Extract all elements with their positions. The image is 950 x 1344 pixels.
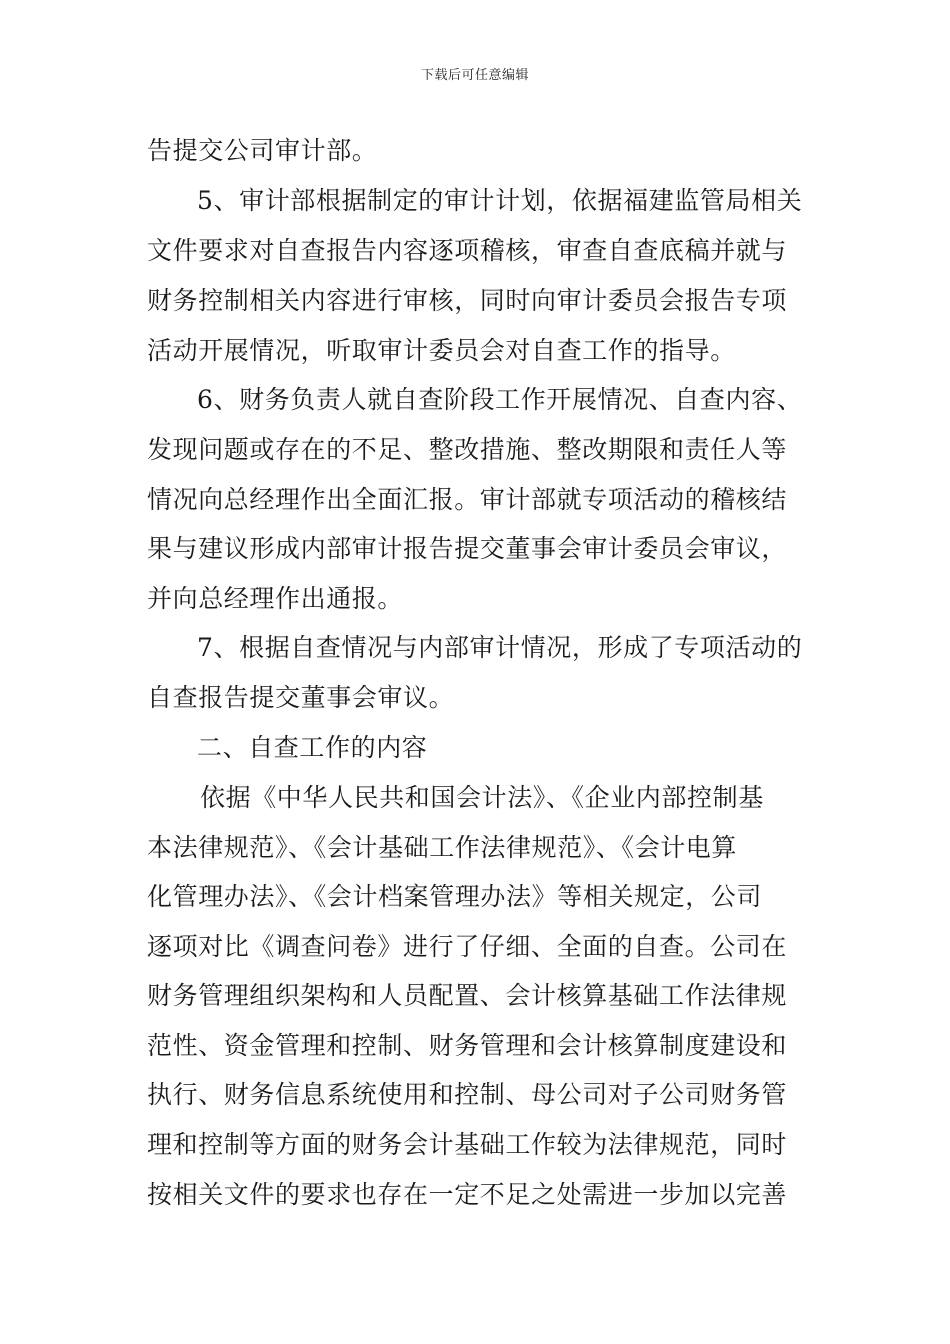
- text-line: 告提交公司审计部。: [147, 136, 378, 165]
- text-line: 7、根据自查情况与内部审计情况，形成了专项活动的: [197, 633, 803, 662]
- text-line: 按相关文件的要求也存在一定不足之处需进一步加以完善: [147, 1180, 788, 1209]
- text-line: 6、财务负责人就自查阶段工作开展情况、自查内容、: [197, 385, 803, 414]
- text-line: 财务管理组织架构和人员配置、会计核算基础工作法律规: [147, 981, 788, 1010]
- text-line: 并向总经理作出通报。: [147, 584, 404, 613]
- text-line: 范性、资金管理和控制、财务管理和会计核算制度建设和: [147, 1031, 788, 1060]
- text-line: 财务控制相关内容进行审核，同时向审计委员会报告专项: [147, 286, 788, 315]
- text-line: 情况向总经理作出全面汇报。审计部就专项活动的稽核结: [147, 485, 788, 514]
- text-line: 理和控制等方面的财务会计基础工作较为法律规范，同时: [147, 1130, 788, 1159]
- text-line: 发现问题或存在的不足、整改措施、整改期限和责任人等: [147, 435, 788, 464]
- text-line: 5、审计部根据制定的审计计划，依据福建监管局相关: [197, 186, 803, 215]
- text-line: 执行、财务信息系统使用和控制、母公司对子公司财务管: [147, 1080, 788, 1109]
- text-line: 文件要求对自查报告内容逐项稽核，审查自查底稿并就与: [147, 236, 788, 265]
- text-line: 自查报告提交董事会审议。: [147, 683, 455, 712]
- section-heading: 二、自查工作的内容: [197, 733, 428, 762]
- page-header: 下载后可任意编辑: [420, 68, 529, 83]
- text-line: 逐项对比《调查问卷》进行了仔细、全面的自查。公司在: [147, 932, 788, 961]
- text-line: 化管理办法》、《会计档案管理办法》等相关规定，公司: [147, 882, 763, 911]
- text-line: 果与建议形成内部审计报告提交董事会审计委员会审议，: [147, 534, 788, 563]
- text-line: 活动开展情况，听取审计委员会对自查工作的指导。: [147, 336, 736, 365]
- text-line: 依据《中华人民共和国会计法》、《企业内部控制基: [200, 783, 764, 812]
- text-line: 本法律规范》、《会计基础工作法律规范》、《会计电算: [147, 833, 738, 862]
